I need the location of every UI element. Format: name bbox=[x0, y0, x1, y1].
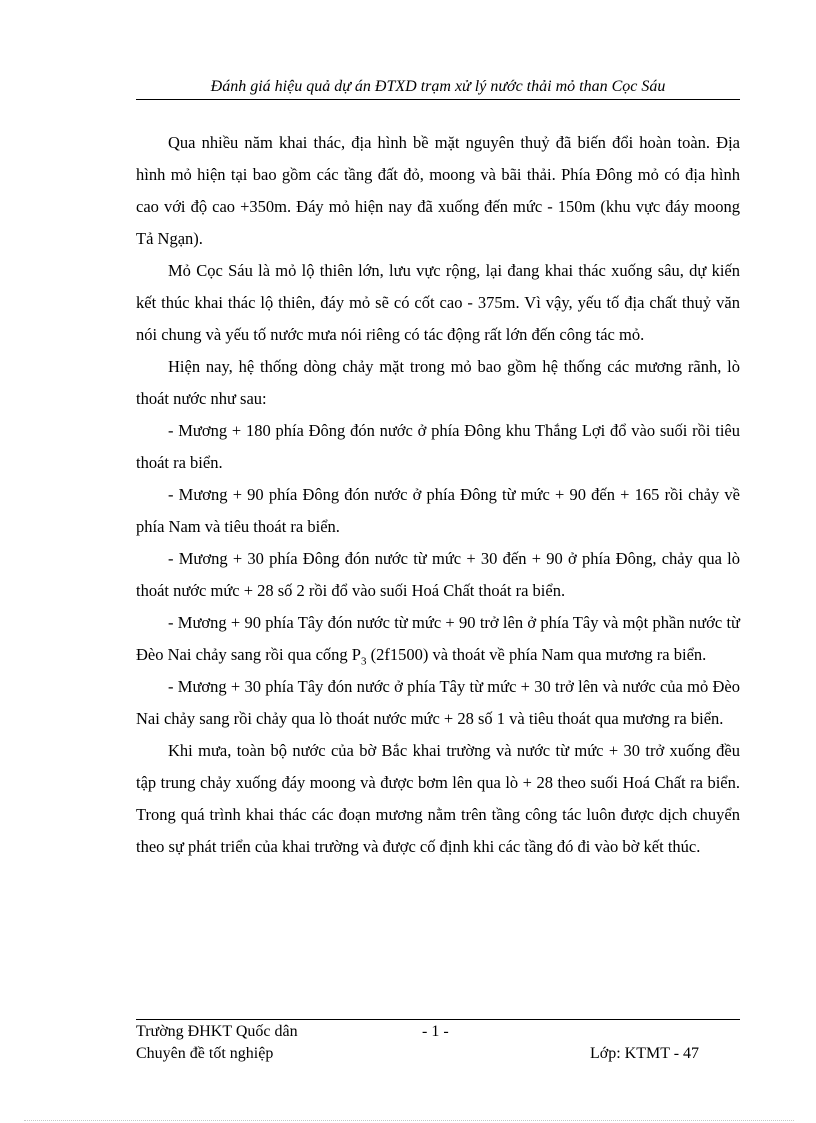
list-item-ditch-east-30: - Mương + 30 phía Đông đón nước từ mức + 30 đến + 90 ở phía Đông, chảy qua lò thoát nước mức + 28 số 2 rồi đổ vào suối Hoá Chất thoát ra biển. bbox=[136, 549, 740, 600]
list-item-ditch-east-90: - Mương + 90 phía Đông đón nước ở phía Đông từ mức + 90 đến + 165 rồi chảy về phía Nam và tiêu thoát ra biển. bbox=[136, 485, 740, 536]
footer-topic: Chuyên đề tốt nghiệp bbox=[136, 1045, 274, 1062]
page-bottom-edge bbox=[24, 1120, 794, 1121]
footer-class: Lớp: KTMT - 47 bbox=[590, 1045, 700, 1062]
document-body bbox=[136, 127, 740, 863]
footer-divider bbox=[136, 1019, 740, 1020]
paragraph-rain-pumping: Khi mưa, toàn bộ nước của bờ Bắc khai trường và nước từ mức + 30 trở xuống đều tập trung chảy xuống đáy moong và được bơm lên qua lò + 28 theo suối Hoá Chất ra biển. Trong quá trình khai thác các đoạn mương nằm trên tầng công tác luôn được dịch chuyển theo sự phát triển của khai trường và được cố định khi các tầng đó đi vào bờ kết thúc. bbox=[136, 741, 740, 856]
list-item-ditch-east-180: - Mương + 180 phía Đông đón nước ở phía Đông khu Thắng Lợi đổ vào suối rồi tiêu thoát ra biển. bbox=[136, 421, 740, 472]
list-item-ditch-west-90 bbox=[136, 607, 740, 671]
list-item-ditch-west-30: - Mương + 30 phía Tây đón nước ở phía Tây từ mức + 30 trở lên và nước của mỏ Đèo Nai chảy sang rồi chảy qua lò thoát nước mức + 28 số 1 và tiêu thoát qua mương ra biển. bbox=[136, 677, 740, 728]
paragraph-terrain: Qua nhiều năm khai thác, địa hình bề mặt nguyên thuỷ đã biến đổi hoàn toàn. Địa hình mỏ hiện tại bao gồm các tầng đất đỏ, moong và bãi thải. Phía Đông mỏ có địa hình cao với độ cao +350m. Đáy mỏ hiện nay đã xuống đến mức - 150m (khu vực đáy moong Tả Ngạn). bbox=[136, 133, 740, 248]
footer-school: Trường ĐHKT Quốc dân bbox=[136, 1023, 298, 1040]
culvert-subscript: 3 bbox=[360, 655, 367, 668]
paragraph-drainage-intro: Hiện nay, hệ thống dòng chảy mặt trong mỏ bao gồm hệ thống các mương rãnh, lò thoát nước như sau: bbox=[136, 357, 740, 408]
page-header-title: Đánh giá hiệu quả dự án ĐTXD trạm xử lý nước thải mỏ than Cọc Sáu bbox=[210, 78, 666, 95]
paragraph-hydrogeology: Mỏ Cọc Sáu là mỏ lộ thiên lớn, lưu vực rộng, lại đang khai thác xuống sâu, dự kiến kết thúc khai thác lộ thiên, đáy mỏ sẽ có cốt cao - 375m. Vì vậy, yếu tố địa chất thuỷ văn nói chung và yếu tố nước mưa nói riêng có tác động rất lớn đến công tác mỏ. bbox=[136, 261, 740, 344]
footer-page-number: - 1 - bbox=[422, 1023, 449, 1040]
header-divider bbox=[136, 99, 740, 100]
ditch-west-90-text-end: (2f1500) và thoát về phía Nam qua mương ra biển. bbox=[366, 645, 707, 664]
ditch-west-90-text-start: - Mương + 90 phía Tây đón nước từ mức + 90 trở lên ở phía Tây và một phần nước từ Đèo Nai chảy sang rồi qua cống P bbox=[136, 613, 740, 664]
